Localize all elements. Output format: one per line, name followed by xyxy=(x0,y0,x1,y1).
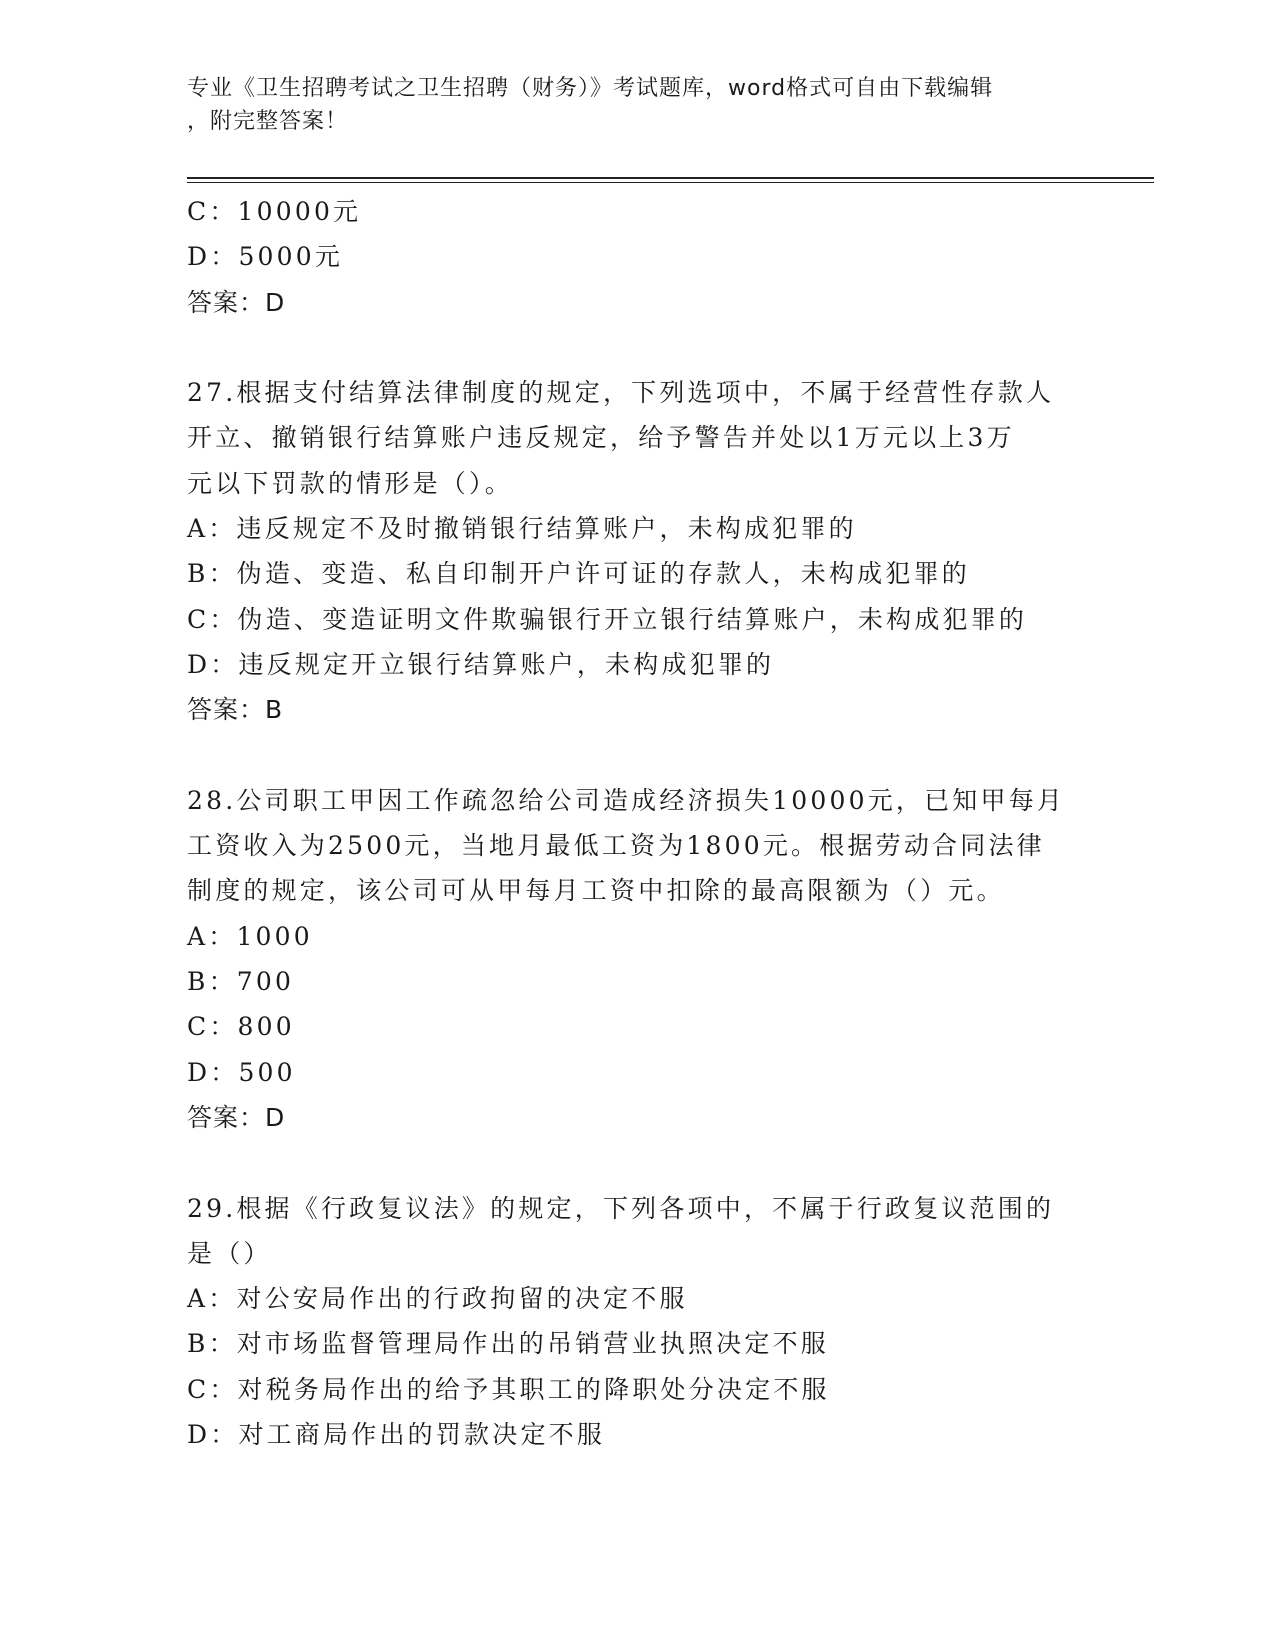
option-c: C：伪造、变造证明文件欺骗银行开立银行结算账户，未构成犯罪的 xyxy=(187,604,1028,634)
question-content xyxy=(187,189,1087,1457)
question-stem-line: 28.公司职工甲因工作疏忽给公司造成经济损失10000元，已知甲每月 xyxy=(187,785,1066,815)
spacer xyxy=(187,733,1087,778)
spacer xyxy=(187,325,1087,370)
option-c: C：10000元 xyxy=(187,197,362,226)
question-stem-line: 开立、撤销银行结算账户违反规定，给予警告并处以1万元以上3万 xyxy=(187,423,1015,453)
question-stem-line: 元以下罚款的情形是（）。 xyxy=(187,468,513,498)
question-stem-line: 27.根据支付结算法律制度的规定，下列选项中，不属于经营性存款人 xyxy=(187,378,1055,408)
option-b: B：伪造、变造、私自印制开户许可证的存款人，未构成犯罪的 xyxy=(187,559,970,589)
question-29 xyxy=(187,1186,1087,1458)
prev-question-block xyxy=(187,189,1087,325)
answer-line: 答案：D xyxy=(187,287,286,317)
option-d: D：500 xyxy=(187,1057,296,1087)
option-a: A：1000 xyxy=(187,921,313,951)
option-c: C：800 xyxy=(187,1012,295,1042)
answer-line: 答案：B xyxy=(187,695,284,725)
option-d: D：5000元 xyxy=(187,242,344,272)
option-c: C：对税务局作出的给予其职工的降职处分决定不服 xyxy=(187,1374,830,1404)
header-line-1: 专业《卫生招聘考试之卫生招聘（财务）》考试题库，word格式可自由下载编辑 xyxy=(187,76,994,101)
question-27 xyxy=(187,370,1087,732)
spacer xyxy=(187,1140,1087,1185)
header-divider-thin xyxy=(187,182,1154,183)
header-line-2: ，附完整答案！ xyxy=(187,109,349,134)
option-a: A：违反规定不及时撤销银行结算账户，未构成犯罪的 xyxy=(187,514,857,544)
header-divider-thick xyxy=(187,177,1154,179)
question-28 xyxy=(187,778,1087,1140)
question-stem-line: 是（） xyxy=(187,1238,272,1268)
question-stem-line: 制度的规定，该公司可从甲每月工资中扣除的最高限额为（）元。 xyxy=(187,876,1005,906)
question-stem-line: 29.根据《行政复议法》的规定，下列各项中，不属于行政复议范围的 xyxy=(187,1193,1055,1223)
option-d: D：对工商局作出的罚款决定不服 xyxy=(187,1420,606,1450)
question-stem-line: 工资收入为2500元，当地月最低工资为1800元。根据劳动合同法律 xyxy=(187,831,1045,861)
option-a: A：对公安局作出的行政拘留的决定不服 xyxy=(187,1284,688,1314)
option-b: B：对市场监督管理局作出的吊销营业执照决定不服 xyxy=(187,1329,829,1359)
document-header xyxy=(187,72,1067,138)
option-d: D：违反规定开立银行结算账户，未构成犯罪的 xyxy=(187,649,775,679)
option-b: B：700 xyxy=(187,967,295,997)
answer-line: 答案：D xyxy=(187,1102,286,1132)
